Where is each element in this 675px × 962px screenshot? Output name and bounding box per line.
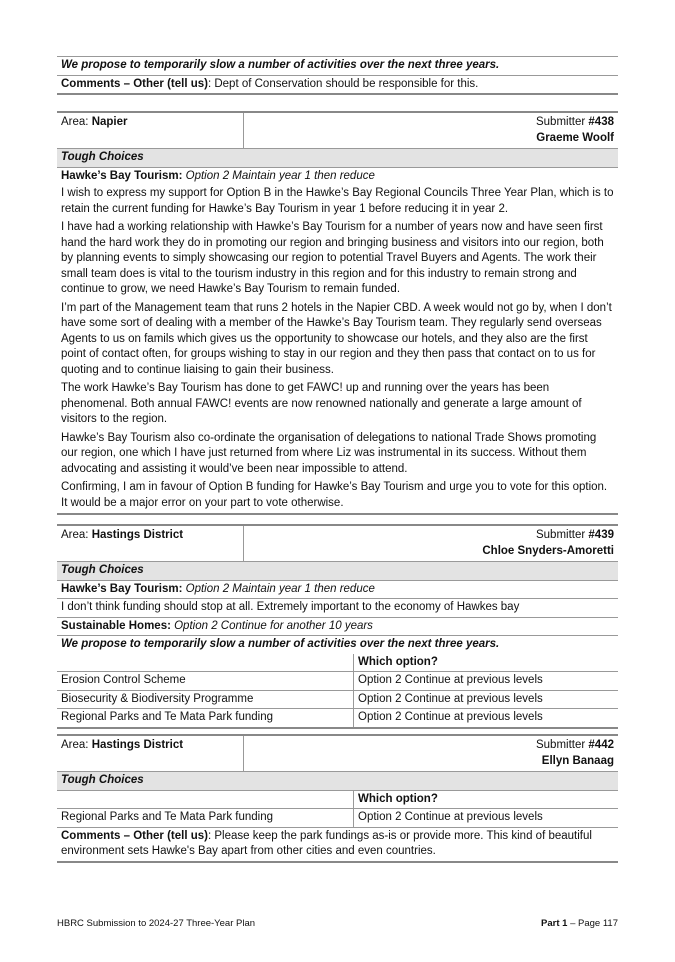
topic-line [57,168,618,186]
footer-part: Part 1 [541,918,568,929]
homes-line [57,618,618,636]
submitter-label: Submitter [535,529,589,541]
activity-cell: Biosecurity & Biodiversity Programme [57,691,354,709]
table-header-row [57,790,618,810]
submitter-number: #439 [588,529,614,541]
topic-line [57,581,618,599]
submitter-name: Ellyn Banaag [541,754,614,767]
submitter-name: Graeme Woolf [536,131,614,144]
submitter-label: Submitter [535,116,589,128]
homes-label: Sustainable Homes: [61,619,171,632]
section-heading: Tough Choices [57,149,618,167]
which-option-header: Which option? [358,792,438,805]
comments-text: : Please keep the park fundings as-is or provide more. This kind of beautiful environment sets Hawke's Bay apart from other cities and even countries. [61,829,592,858]
top-comments [57,76,618,94]
slow-activities-heading: We propose to temporarily slow a number of activities over the next three years. [61,59,500,71]
paragraph: I wish to express my support for Option B in the Hawke’s Bay Regional Councils Three Year Plan, which is to retain the current funding for Hawke’s Bay Tourism in year 1 before reducing it in year 2. [61,187,614,215]
submitter-cell [244,736,618,771]
topic-option: Option 2 Maintain year 1 then reduce [182,169,375,182]
area-label: Area: [61,116,92,128]
submitter-label: Submitter [535,739,589,751]
topic-label: Hawke’s Bay Tourism: [61,169,183,182]
activity-cell: Regional Parks and Te Mata Park funding [57,709,354,727]
comments-row [57,828,618,861]
activity-cell: Erosion Control Scheme [57,672,354,690]
area-value: Hastings District [91,529,184,541]
area-cell [57,113,244,148]
submission-442 [57,734,618,863]
section-heading: Tough Choices [57,772,618,790]
area-value: Hastings District [91,739,184,751]
section-heading: Tough Choices [57,562,618,580]
top-section [57,56,618,95]
table-header-empty [57,791,354,809]
area-label: Area: [61,739,92,751]
table-row [57,709,618,729]
option-cell: Option 2 Continue at previous levels [358,674,543,687]
topic-label: Hawke’s Bay Tourism: [61,582,183,595]
option-cell: Option 2 Continue at previous levels [358,811,543,824]
option-cell: Option 2 Continue at previous levels [358,711,543,724]
table-row [57,691,618,710]
comments-text: : Dept of Conservation should be responsible for this. [207,77,479,90]
footer-page [541,918,618,931]
option-cell: Option 2 Continue at previous levels [358,692,543,705]
submission-header [57,524,618,562]
area-label: Area: [61,529,92,541]
homes-option: Option 2 Continue for another 10 years [170,619,373,632]
comments-label: Comments – Other (tell us) [61,77,208,90]
area-cell [57,526,244,561]
slow-heading: We propose to temporarily slow a number of activities over the next three years. [61,638,500,651]
paragraph: I have had a working relationship with Hawke’s Bay Tourism for a number of years now and have seen first hand the hard work they do in promoting our region and bringing business and visitors into our region, both by planning events to simply showcasing our region to potential Travel Buyers and Agents. The work their small team does is vital to the tourism industry in this region and for this industry to remain strong and continue to grow, we need Hawke’s Bay Tourism to remain funded. [61,221,604,296]
area-cell [57,736,244,771]
topic-option: Option 2 Maintain year 1 then reduce [182,582,375,595]
which-option-header: Which option? [358,655,438,668]
submitter-cell [244,526,618,561]
footer-page-number: – Page 117 [567,918,618,929]
comments-label: Comments – Other (tell us) [61,829,208,842]
area-value: Napier [91,116,128,128]
paragraph: I’m part of the Management team that runs 2 hotels in the Napier CBD. A week would not go by, when I don’t have some sort of dealing with a member of the Hawke’s Bay Tourism team. They regularly send overseas Agents to us on famils which gives us the opportunity to showcase our hotels, and they also are the first point of contact often, for groups wishing to stay in our region and they then pass that contact on to us for quoting and to continue liaising to gain their business. [61,301,612,376]
submission-438 [57,111,618,515]
paragraph: The work Hawke’s Bay Tourism has done to get FAWC! up and running over the years has been phenomenal. Both annual FAWC! events are now renowned nationally and generate a large amount of visitors to the region. [61,382,582,426]
table-row [57,672,618,691]
paragraph: Hawke’s Bay Tourism also co-ordinate the organisation of delegations to national Trade Shows promoting our region, one which I have just returned from where Liz was instrumental in its success. Without them advocating and assisting it would’ve been near impossible to attend. [61,431,597,475]
topic-comment: I don’t think funding should stop at all. Extremely important to the economy of Hawkes bay [61,601,520,614]
table-header-row [57,654,618,673]
page-footer [57,918,618,931]
submitter-number: #438 [588,116,614,128]
submission-header [57,111,618,149]
table-header-empty [57,654,354,672]
table-row [57,809,618,828]
footer-title: HBRC Submission to 2024-27 Three-Year Plan [57,918,256,929]
submission-header [57,734,618,772]
paragraph: Confirming, I am in favour of Option B funding for Hawke’s Bay Tourism and urge you to vote for this option. It would be a major error on your part to vote otherwise. [61,481,608,509]
submission-439 [57,524,618,729]
submitter-name: Chloe Snyders-Amoretti [482,544,614,557]
activity-cell: Regional Parks and Te Mata Park funding [57,809,354,827]
submitter-number: #442 [588,739,614,751]
submitter-cell [244,113,618,148]
